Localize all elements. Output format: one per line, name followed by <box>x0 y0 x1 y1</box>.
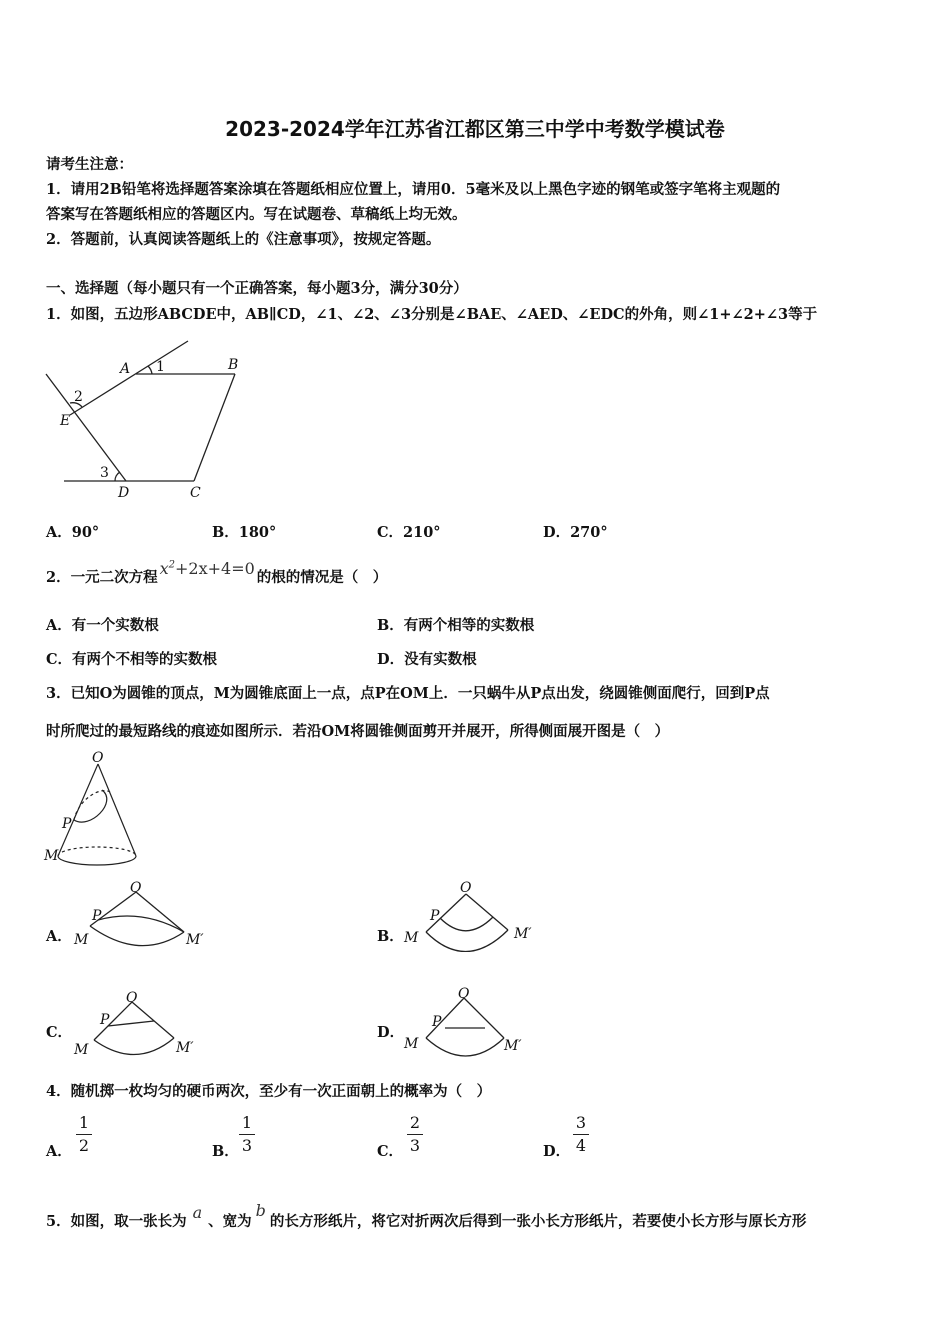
opt-a-label-P: P <box>92 908 102 924</box>
opt-c-label-O: O <box>126 990 138 1006</box>
q2-option-c[interactable]: C．有两个不相等的实数根 <box>46 651 218 668</box>
q1-option-a[interactable]: A．90° <box>46 524 100 541</box>
q2-post: 的根的情况是（ ） <box>256 569 388 586</box>
q4-option-c-fraction[interactable] <box>407 1113 423 1156</box>
q1-option-d[interactable]: D．270° <box>543 524 608 541</box>
fraction-bar <box>573 1134 589 1135</box>
opt-b-label-O: O <box>460 880 472 896</box>
q3-option-c[interactable]: C． <box>46 1024 73 1041</box>
q2-pre: 2．一元二次方程 <box>46 569 158 586</box>
label-angle-1: 1 <box>156 359 165 375</box>
q5-var-b: b <box>255 1201 266 1220</box>
q3-option-a-figure[interactable] <box>70 880 220 952</box>
opt-a-label-M2: M′ <box>186 932 204 948</box>
question-5-text <box>46 1201 807 1231</box>
fraction-bar <box>239 1134 255 1135</box>
label-E: E <box>60 413 71 429</box>
q5-pre: 5．如图，取一张长为 <box>46 1213 187 1230</box>
q4-c-numerator: 2 <box>409 1113 421 1132</box>
q3-option-c-figure[interactable] <box>70 990 220 1062</box>
section-heading: 一、选择题（每小题只有一个正确答案，每小题3分，满分30分） <box>46 280 468 297</box>
q5-var-a: a <box>192 1203 203 1222</box>
label-angle-3: 3 <box>100 465 109 481</box>
opt-d-label-P: P <box>432 1014 442 1030</box>
opt-b-label-M: M <box>404 930 419 946</box>
q4-c-denominator: 3 <box>409 1136 421 1155</box>
question-3-line-2: 时所爬过的最短路线的痕迹如图所示．若沿OM将圆锥侧面剪开并展开，所得侧面展开图是（ ） <box>46 723 670 740</box>
pentagon-figure <box>40 335 260 505</box>
q3-option-a[interactable]: A． <box>46 928 72 945</box>
extension-line-ea <box>70 341 188 415</box>
notice-item-1a: 1．请用2B铅笔将选择题答案涂填在答题纸相应位置上，请用0．5毫米及以上黑色字迹的钢笔或签字笔将主观题的 <box>46 181 781 198</box>
cone-figure <box>40 750 150 870</box>
opt-a-label-M: M <box>74 932 89 948</box>
notice-item-1b: 答案写在答题纸相应的答题区内。写在试题卷、草稿纸上均无效。 <box>46 206 467 223</box>
opt-d-label-M2: M′ <box>504 1038 522 1054</box>
cone-label-O: O <box>92 750 104 766</box>
q4-d-numerator: 3 <box>575 1113 587 1132</box>
q3-option-b[interactable]: B． <box>377 928 404 945</box>
opt-b-label-M2: M′ <box>514 926 532 942</box>
q4-option-d-label[interactable]: D． <box>543 1143 571 1160</box>
q4-option-b-label[interactable]: B． <box>212 1143 239 1160</box>
opt-c-label-P: P <box>100 1012 110 1028</box>
notice-item-2: 2．答题前，认真阅读答题纸上的《注意事项》，按规定答题。 <box>46 231 441 248</box>
q4-option-c-label[interactable]: C． <box>377 1143 404 1160</box>
label-D: D <box>118 485 130 501</box>
angle-1-arc <box>148 366 152 374</box>
cone-label-M: M <box>44 848 59 864</box>
angle-3-arc <box>115 472 120 481</box>
q4-a-denominator: 2 <box>78 1136 90 1155</box>
q2-option-d[interactable]: D．没有实数根 <box>377 651 477 668</box>
q4-b-numerator: 1 <box>241 1113 253 1132</box>
q3-option-b-figure[interactable] <box>400 880 550 952</box>
side-ed-extended <box>46 374 126 481</box>
opt-c-label-M: M <box>74 1042 89 1058</box>
question-2-text <box>46 559 388 587</box>
page-title: 2023-2024学年江苏省江都区第三中学中考数学模试卷 <box>225 117 725 141</box>
q2-eq-rest: +2x+4=0 <box>175 559 255 578</box>
question-1-text: 1．如图，五边形ABCDE中，AB∥CD，∠1、∠2、∠3分别是∠BAE、∠AED、∠EDC的外角，则∠1+∠2+∠3等于 <box>46 306 818 323</box>
label-A: A <box>120 361 131 377</box>
label-C: C <box>190 485 201 501</box>
opt-c-label-M2: M′ <box>176 1040 194 1056</box>
q4-option-d-fraction[interactable] <box>573 1113 589 1156</box>
q5-mid: 、宽为 <box>208 1213 252 1230</box>
q3-option-d[interactable]: D． <box>377 1024 405 1041</box>
fraction-bar <box>76 1134 92 1135</box>
opt-d-label-M: M <box>404 1036 419 1052</box>
q4-d-denominator: 4 <box>575 1136 587 1155</box>
q1-option-b[interactable]: B．180° <box>212 524 277 541</box>
q4-option-a-label[interactable]: A． <box>46 1143 72 1160</box>
q1-option-c[interactable]: C．210° <box>377 524 441 541</box>
q2-option-a[interactable]: A．有一个实数根 <box>46 617 159 634</box>
q4-option-b-fraction[interactable] <box>239 1113 255 1156</box>
q4-a-numerator: 1 <box>78 1113 90 1132</box>
q2-equation <box>160 559 255 578</box>
label-B: B <box>228 357 239 373</box>
fraction-bar <box>407 1134 423 1135</box>
opt-a-label-O: O <box>130 880 142 896</box>
q2-eq-exp: 2 <box>168 559 175 571</box>
question-3-line-1: 3．已知O为圆锥的顶点，M为圆锥底面上一点，点P在OM上．一只蜗牛从P点出发，绕圆锥侧面爬行，回到P点 <box>46 685 770 702</box>
q5-post: 的长方形纸片，将它对折两次后得到一张小长方形纸片，若要使小长方形与原长方形 <box>269 1213 807 1230</box>
question-4-text: 4．随机掷一枚均匀的硬币两次，至少有一次正面朝上的概率为（ ） <box>46 1083 492 1100</box>
q4-b-denominator: 3 <box>241 1136 253 1155</box>
q4-option-a-fraction[interactable] <box>76 1113 92 1156</box>
q3-option-d-figure[interactable] <box>400 986 550 1058</box>
cone-label-P: P <box>62 816 72 832</box>
label-angle-2: 2 <box>74 389 83 405</box>
side-bc <box>194 374 235 481</box>
q2-option-b[interactable]: B．有两个相等的实数根 <box>377 617 535 634</box>
opt-b-label-P: P <box>430 908 440 924</box>
notice-heading: 请考生注意： <box>46 156 133 173</box>
opt-d-label-O: O <box>458 986 470 1002</box>
q2-eq-base: x <box>159 559 169 578</box>
